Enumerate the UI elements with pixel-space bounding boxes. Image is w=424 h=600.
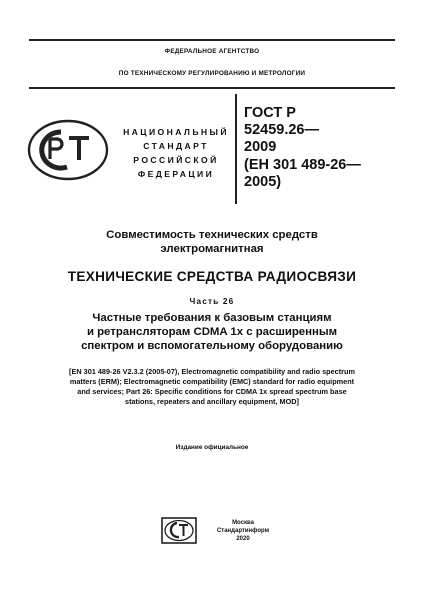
- en-reference-line-4: stations, repeaters and ancillary equipment, MOD]: [125, 397, 299, 406]
- national-standard-line-2: СТАНДАРТ: [143, 141, 209, 151]
- designation-line-5: 2005): [244, 173, 282, 190]
- en-reference-line-3: and services; Part 26: Specific conditions for CDMA 1x spread spectrum base: [77, 387, 347, 396]
- standartinform-logo-icon: [161, 517, 197, 544]
- national-standard-label: [118, 125, 234, 181]
- designation-line-2: 52459.26—: [244, 122, 319, 139]
- agency-line-2: ПО ТЕХНИЧЕСКОМУ РЕГУЛИРОВАНИЮ И МЕТРОЛОГИИ: [118, 70, 306, 77]
- en-reference: [40, 367, 384, 407]
- designation-divider: [235, 94, 237, 204]
- rst-certification-mark-icon: [27, 119, 109, 181]
- title-line-1: Совместимость технических средств: [106, 229, 318, 241]
- top-rule: [29, 39, 395, 41]
- standard-designation: [244, 105, 394, 191]
- national-standard-line-3: РОССИЙСКОЙ: [133, 155, 219, 165]
- national-standard-line-1: НАЦИОНАЛЬНЫЙ: [123, 127, 229, 137]
- national-standard-line-4: ФЕДЕРАЦИИ: [137, 169, 215, 179]
- publication-year: 2020: [236, 536, 250, 542]
- official-edition-label: Издание официальное: [175, 444, 249, 451]
- document-title-main: ТЕХНИЧЕСКИЕ СРЕДСТВА РАДИОСВЯЗИ: [67, 269, 357, 284]
- en-reference-line-2: matters (ERM); Electromagnetic compatibility (EMC) standard for radio equipment: [69, 377, 355, 386]
- publisher-block: [213, 519, 273, 543]
- subtitle-line-1: Частные требования к базовым станциям: [92, 312, 332, 324]
- header-bottom-rule: [29, 87, 395, 89]
- designation-line-3: 2009: [244, 139, 277, 156]
- document-title-general: [0, 228, 424, 256]
- agency-line-1: ФЕДЕРАЛЬНОЕ АГЕНТСТВО: [164, 48, 260, 55]
- designation-line-4: (ЕН 301 489-26—: [244, 156, 361, 173]
- title-line-2: электромагнитная: [160, 243, 264, 255]
- publisher-name: Стандартинформ: [216, 528, 270, 534]
- subtitle-line-2: и ретрансляторам CDMA 1x с расширенным: [86, 326, 338, 338]
- publisher-city: Москва: [232, 520, 254, 526]
- designation-line-1: ГОСТ Р: [244, 105, 296, 121]
- document-part: Часть 26: [189, 297, 235, 306]
- subtitle-line-3: спектром и вспомогательному оборудованию: [81, 340, 343, 352]
- en-reference-line-1: [EN 301 489-26 V2.3.2 (2005-07), Electromagnetic compatibility and radio spectrum: [69, 367, 355, 376]
- document-subtitle: [0, 311, 424, 353]
